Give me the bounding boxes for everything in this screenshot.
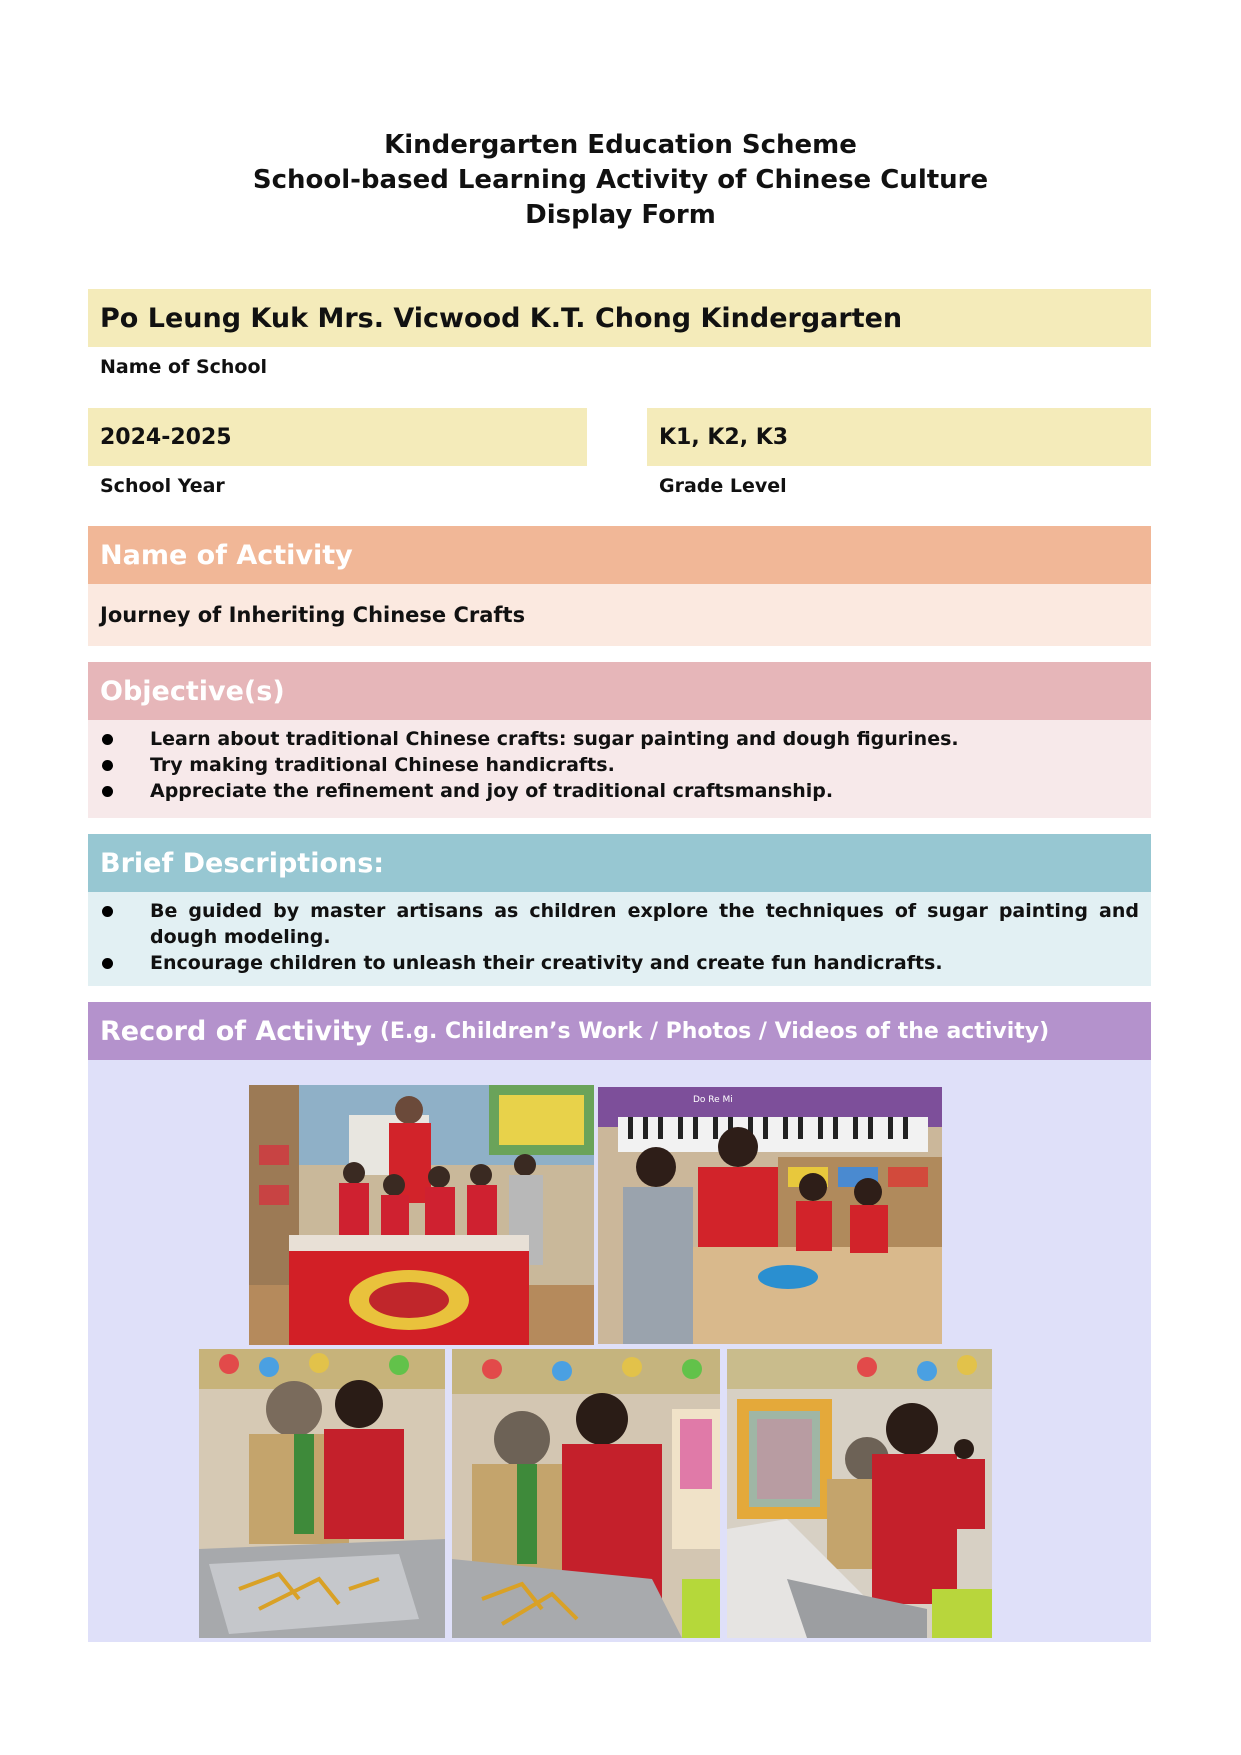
objectives-heading [88, 662, 1151, 720]
school-name-field [88, 289, 1151, 347]
descriptions-heading [88, 834, 1151, 892]
activity-name-value: Journey of Inheriting Chinese Crafts [100, 603, 526, 627]
descriptions-heading-text: Brief Descriptions: [100, 847, 385, 879]
record-heading-text: Record of Activity [100, 1015, 372, 1047]
activity-photo-sugar-painting-2 [452, 1349, 720, 1638]
form-title [0, 128, 1241, 233]
grade-level-label: Grade Level [659, 475, 787, 497]
title-scheme: Kindergarten Education Scheme [384, 130, 857, 160]
record-subheading: (E.g. Children’s Work / Photos / Videos of the activity) [379, 1018, 1050, 1044]
activity-body [88, 584, 1151, 646]
description-item: Encourage children to unleash their creativity and create fun handicrafts. [100, 950, 1139, 976]
objectives-heading-text: Objective(s) [100, 675, 285, 707]
activity-photo-dough [598, 1087, 942, 1344]
descriptions-list [88, 892, 1151, 976]
school-name-value: Po Leung Kuk Mrs. Vicwood K.T. Chong Kindergarten [100, 302, 903, 334]
school-year-value: 2024-2025 [100, 424, 232, 450]
school-year-field [88, 408, 587, 466]
title-activity-type: School-based Learning Activity of Chinese Culture [252, 165, 989, 195]
piano-board-text: Do Re Mi [693, 1095, 733, 1105]
school-year-label: School Year [100, 475, 225, 497]
objectives-list [88, 720, 1151, 804]
activity-heading-text: Name of Activity [100, 539, 353, 571]
activity-photo-group [249, 1085, 594, 1345]
activity-photo-sugar-painting-1 [199, 1349, 445, 1638]
activity-photo-sugar-painting-3 [727, 1349, 992, 1638]
grade-level-value: K1, K2, K3 [659, 424, 789, 450]
objective-item: Learn about traditional Chinese crafts: sugar painting and dough figurines. [100, 726, 1139, 752]
record-heading [88, 1002, 1151, 1060]
objectives-body [88, 720, 1151, 818]
grade-level-field [647, 408, 1151, 466]
objective-item: Appreciate the refinement and joy of traditional craftsmanship. [100, 778, 1139, 804]
description-item: Be guided by master artisans as children explore the techniques of sugar painting and dough modeling. [100, 898, 1139, 950]
objective-item: Try making traditional Chinese handicrafts. [100, 752, 1139, 778]
activity-heading [88, 526, 1151, 584]
descriptions-body [88, 892, 1151, 986]
title-display-form: Display Form [525, 200, 716, 230]
school-name-label: Name of School [100, 356, 268, 378]
